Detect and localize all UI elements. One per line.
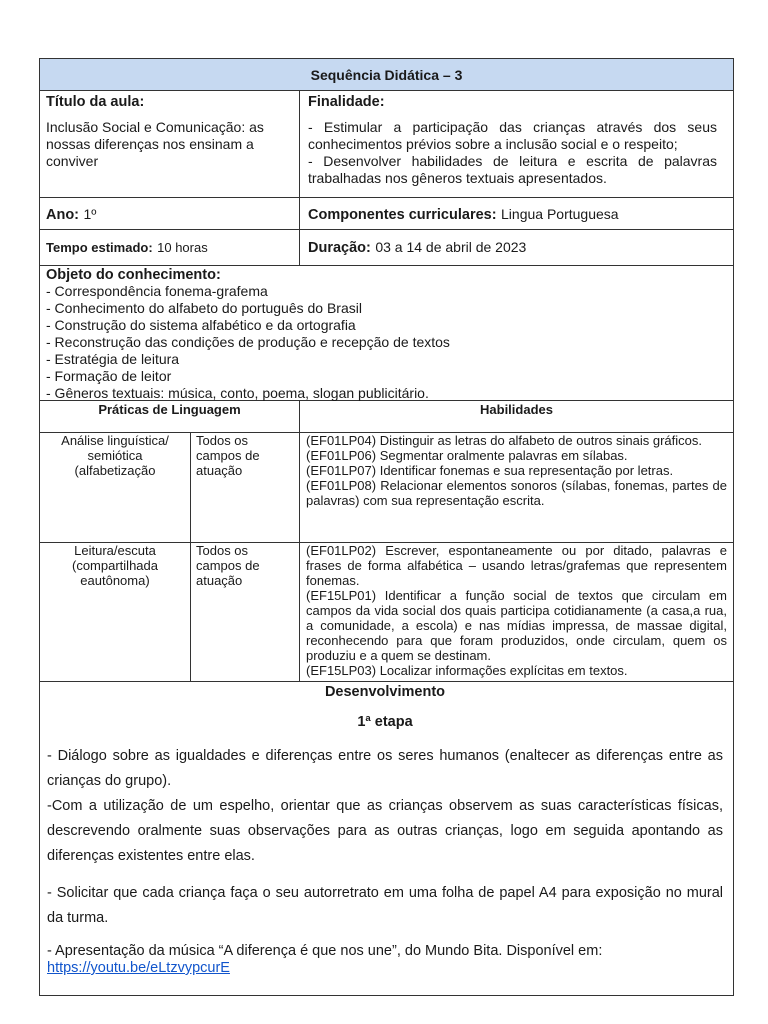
document-title: Sequência Didática – 3 xyxy=(310,66,463,83)
year-components-row xyxy=(40,198,733,230)
development-paragraph: -Com a utilização de um espelho, orientar que as crianças observem as suas características físicas, descrevendo oralmente suas observações para as outras crianças, logo em seguida apontando as diferenças existentes entre elas. xyxy=(47,798,723,864)
duration-value: 03 a 14 de abril de 2023 xyxy=(375,239,527,255)
components-value: Lingua Portuguesa xyxy=(501,206,619,222)
knowledge-object-list xyxy=(46,283,727,402)
year-label: Ano: xyxy=(46,207,80,223)
column-header-practices: Práticas de Linguagem xyxy=(98,402,241,417)
skill-item: (EF01LP02) Escrever, espontaneamente ou por ditado, palavras e frases de forma alfabética – usando letras/grafemas que representem fonemas. xyxy=(306,543,727,588)
lesson-title-cell xyxy=(40,91,299,197)
document-title-row xyxy=(40,59,733,91)
development-paragraph: - Solicitar que cada criança faça o seu autorretrato em uma folha de papel A4 para exposição no mural da turma. xyxy=(47,885,723,926)
field-cell: Todos os campos de atuação xyxy=(190,543,299,681)
practice-cell: Análise linguística/ semiótica (alfabetização xyxy=(61,433,169,478)
skill-item: (EF01LP04) Distinguir as letras do alfabeto de outros sinais gráficos. xyxy=(306,433,702,448)
field-cell: Todos os campos de atuação xyxy=(190,433,299,542)
development-paragraph: - Diálogo sobre as igualdades e diferenças entre os seres humanos (enaltecer as diferenças entre as crianças do grupo). xyxy=(47,748,723,789)
time-duration-row xyxy=(40,230,733,266)
column-header-skills: Habilidades xyxy=(299,401,733,432)
skills-cell xyxy=(299,433,733,542)
list-item: - Gêneros textuais: música, conto, poema, slogan publicitário. xyxy=(46,385,429,401)
list-item: - Correspondência fonema-grafema xyxy=(46,283,268,299)
knowledge-object-section xyxy=(40,266,733,401)
skill-item: (EF15LP01) Identificar a função social de textos que circulam em campos da vida social dos quais participa cotidianamente (a casa,a rua, a comunidade, a escola) e nas mídias impressa, de massae digital, reconhecendo para que foram produzidos, onde circulam, quem os produziu e a quem se destinam. xyxy=(306,588,727,663)
components-label: Componentes curriculares: xyxy=(308,207,497,223)
lesson-title-label: Título da aula: xyxy=(46,94,145,110)
knowledge-object-label: Objeto do conhecimento: xyxy=(46,267,221,283)
list-item: - Reconstrução das condições de produção e recepção de textos xyxy=(46,334,450,350)
time-label: Tempo estimado: xyxy=(46,240,153,255)
title-purpose-row xyxy=(40,91,733,198)
skill-item: (EF01LP06) Segmentar oralmente palavras em sílabas. xyxy=(306,448,628,463)
list-item: - Construção do sistema alfabético e da ortografia xyxy=(46,317,356,333)
development-title: Desenvolvimento xyxy=(324,684,446,700)
skill-item: (EF15LP03) Localizar informações explícitas em textos. xyxy=(306,663,628,678)
duration-cell xyxy=(299,230,733,265)
table-row xyxy=(40,543,733,682)
development-section xyxy=(40,682,733,995)
lesson-title-value: Inclusão Social e Comunicação: as nossas diferenças nos ensinam a conviver xyxy=(46,119,264,169)
year-cell xyxy=(40,198,299,229)
youtube-link[interactable]: https://youtu.be/eLtzvypcurE xyxy=(47,960,230,976)
table-row xyxy=(40,433,733,543)
skill-item: (EF01LP08) Relacionar elementos sonoros (sílabas, fonemas, partes de palavras) com sua representação escrita. xyxy=(306,478,727,508)
skills-table-header xyxy=(40,401,733,433)
components-cell xyxy=(299,198,733,229)
stage-title: 1ª etapa xyxy=(357,714,413,730)
duration-label: Duração: xyxy=(308,240,371,256)
list-item: - Estratégia de leitura xyxy=(46,351,180,367)
skills-cell xyxy=(299,543,733,681)
list-item: - Conhecimento do alfabeto do português do Brasil xyxy=(46,300,362,316)
time-cell xyxy=(40,230,299,265)
development-paragraph: - Apresentação da música “A diferença é que nos une”, do Mundo Bita. Disponível em: xyxy=(47,943,603,959)
purpose-item: - Desenvolver habilidades de leitura e escrita de palavras trabalhadas nos gêneros textuais apresentados. xyxy=(308,153,717,186)
skill-item: (EF01LP07) Identificar fonemas e sua representação por letras. xyxy=(306,463,674,478)
lesson-plan-document xyxy=(39,58,734,996)
purpose-item: - Estimular a participação das crianças através dos seus conhecimentos prévios sobre a inclusão social e o respeito; xyxy=(308,119,717,152)
time-value: 10 horas xyxy=(157,240,208,255)
purpose-label: Finalidade: xyxy=(308,94,385,110)
list-item: - Formação de leitor xyxy=(46,368,172,384)
purpose-cell xyxy=(299,91,733,197)
practice-cell: Leitura/escuta (compartilhada eautônoma) xyxy=(72,543,158,588)
year-value: 1º xyxy=(83,206,97,222)
